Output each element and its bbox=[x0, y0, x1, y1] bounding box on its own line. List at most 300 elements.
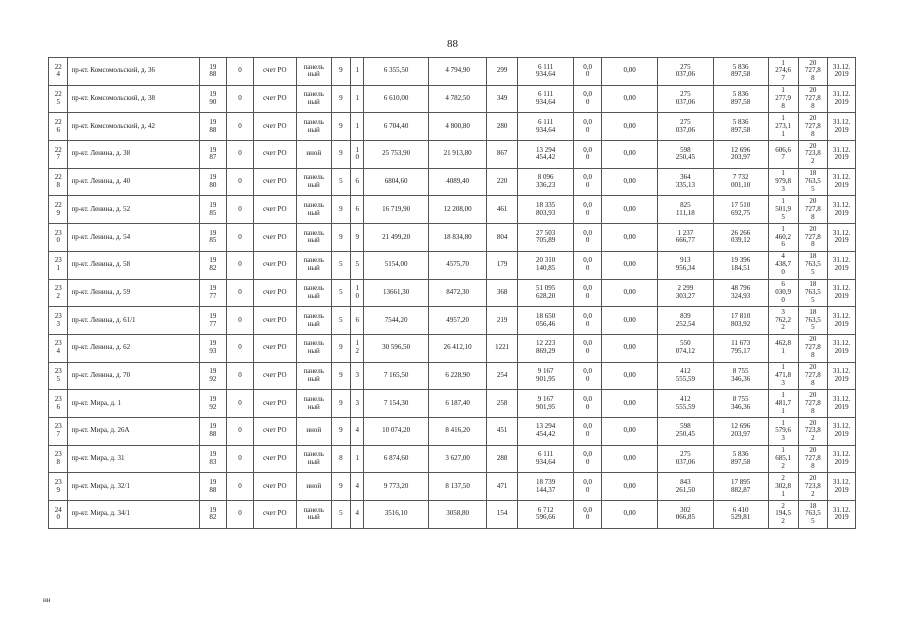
cell-address: пр-кт. Ленина, д. 58 bbox=[68, 251, 199, 279]
cell-entrances: 1 bbox=[351, 445, 364, 473]
cell-unit-cost: 1 579,6 3 bbox=[768, 417, 798, 445]
cell-cost-share-b: 0,00 bbox=[601, 417, 657, 445]
cell-cost-share-a: 0,0 0 bbox=[574, 362, 602, 390]
cell-year-built: 19 88 bbox=[199, 417, 227, 445]
cell-year-commissioned: 0 bbox=[227, 390, 254, 418]
cell-unit-cost: 1 501,9 5 bbox=[768, 196, 798, 224]
table-row bbox=[49, 279, 856, 307]
cell-total-area: 6 355,50 bbox=[364, 58, 429, 86]
cell-cost-share-a: 0,0 0 bbox=[574, 279, 602, 307]
cell-residents: 804 bbox=[487, 224, 518, 252]
cell-floors: 5 bbox=[331, 279, 350, 307]
cell-year-built: 19 82 bbox=[199, 251, 227, 279]
cell-floors: 9 bbox=[331, 417, 350, 445]
cell-total-area: 5154,00 bbox=[364, 251, 429, 279]
cell-max-unit-cost: 20 727,8 8 bbox=[798, 334, 828, 362]
cell-completion-date: 31.12. 2019 bbox=[828, 362, 856, 390]
cell-residents: 368 bbox=[487, 279, 518, 307]
cell-residents: 219 bbox=[487, 307, 518, 335]
cell-total-cost: 6 712 596,66 bbox=[517, 501, 573, 529]
cell-max-unit-cost: 18 763,5 5 bbox=[798, 251, 828, 279]
cell-unit-cost: 1 979,8 3 bbox=[768, 168, 798, 196]
cell-max-unit-cost: 20 727,8 8 bbox=[798, 85, 828, 113]
cell-cost-share-b: 0,00 bbox=[601, 362, 657, 390]
cell-cost-share-b: 0,00 bbox=[601, 196, 657, 224]
cell-fund-cost: 839 252,54 bbox=[658, 307, 713, 335]
cell-fund-method: счет РО bbox=[253, 224, 296, 252]
table-row bbox=[49, 224, 856, 252]
cell-fund-cost: 275 037,06 bbox=[658, 445, 713, 473]
cell-fund-method: счет РО bbox=[253, 141, 296, 169]
cell-residents: 154 bbox=[487, 501, 518, 529]
cell-living-area: 6 187,40 bbox=[428, 390, 486, 418]
cell-floors: 9 bbox=[331, 334, 350, 362]
cell-total-cost: 18 335 803,93 bbox=[517, 196, 573, 224]
cell-cost-share-b: 0,00 bbox=[601, 58, 657, 86]
cell-other-cost: 5 836 897,58 bbox=[713, 445, 768, 473]
cell-unit-cost: 6 030,9 0 bbox=[768, 279, 798, 307]
cell-fund-cost: 275 037,06 bbox=[658, 85, 713, 113]
cell-total-cost: 6 111 934,64 bbox=[517, 58, 573, 86]
cell-row-number: 22 8 bbox=[49, 168, 68, 196]
cell-floors: 5 bbox=[331, 501, 350, 529]
table-row bbox=[49, 196, 856, 224]
cell-residents: 258 bbox=[487, 390, 518, 418]
table-row bbox=[49, 390, 856, 418]
cell-max-unit-cost: 20 727,8 8 bbox=[798, 390, 828, 418]
cell-wall-material: панель ный bbox=[296, 224, 331, 252]
cell-fund-method: счет РО bbox=[253, 445, 296, 473]
cell-year-commissioned: 0 bbox=[227, 58, 254, 86]
cell-total-cost: 51 095 628,20 bbox=[517, 279, 573, 307]
cell-address: пр-кт. Ленина, д. 59 bbox=[68, 279, 199, 307]
cell-unit-cost: 2 194,5 2 bbox=[768, 501, 798, 529]
cell-floors: 5 bbox=[331, 307, 350, 335]
cell-fund-cost: 275 037,06 bbox=[658, 113, 713, 141]
cell-cost-share-a: 0,0 0 bbox=[574, 168, 602, 196]
cell-living-area: 4 794,90 bbox=[428, 58, 486, 86]
cell-completion-date: 31.12. 2019 bbox=[828, 224, 856, 252]
table-row bbox=[49, 307, 856, 335]
cell-living-area: 4575,70 bbox=[428, 251, 486, 279]
cell-wall-material: иной bbox=[296, 417, 331, 445]
cell-floors: 9 bbox=[331, 58, 350, 86]
cell-cost-share-a: 0,0 0 bbox=[574, 141, 602, 169]
table-row bbox=[49, 168, 856, 196]
cell-entrances: 1 bbox=[351, 58, 364, 86]
cell-cost-share-b: 0,00 bbox=[601, 224, 657, 252]
cell-row-number: 22 4 bbox=[49, 58, 68, 86]
cell-wall-material: иной bbox=[296, 141, 331, 169]
cell-other-cost: 6 410 529,81 bbox=[713, 501, 768, 529]
cell-entrances: 6 bbox=[351, 168, 364, 196]
cell-residents: 299 bbox=[487, 58, 518, 86]
cell-total-cost: 12 223 869,29 bbox=[517, 334, 573, 362]
cell-max-unit-cost: 18 763,5 5 bbox=[798, 279, 828, 307]
cell-fund-cost: 2 299 303,27 bbox=[658, 279, 713, 307]
cell-fund-method: счет РО bbox=[253, 168, 296, 196]
cell-total-area: 6 874,60 bbox=[364, 445, 429, 473]
cell-row-number: 23 9 bbox=[49, 473, 68, 501]
cell-fund-method: счет РО bbox=[253, 307, 296, 335]
cell-wall-material: панель ный bbox=[296, 334, 331, 362]
cell-row-number: 23 6 bbox=[49, 390, 68, 418]
cell-year-built: 19 92 bbox=[199, 362, 227, 390]
cell-total-area: 7 165,50 bbox=[364, 362, 429, 390]
cell-fund-cost: 412 555,59 bbox=[658, 390, 713, 418]
cell-total-cost: 6 111 934,64 bbox=[517, 85, 573, 113]
cell-entrances: 1 2 bbox=[351, 334, 364, 362]
cell-other-cost: 8 755 346,36 bbox=[713, 362, 768, 390]
cell-residents: 280 bbox=[487, 113, 518, 141]
table-row bbox=[49, 141, 856, 169]
cell-cost-share-a: 0,0 0 bbox=[574, 390, 602, 418]
cell-fund-cost: 364 335,13 bbox=[658, 168, 713, 196]
cell-fund-method: счет РО bbox=[253, 390, 296, 418]
cell-wall-material: панель ный bbox=[296, 85, 331, 113]
cell-year-commissioned: 0 bbox=[227, 445, 254, 473]
cell-year-built: 19 92 bbox=[199, 390, 227, 418]
cell-total-cost: 13 294 454,42 bbox=[517, 417, 573, 445]
cell-living-area: 4 782,50 bbox=[428, 85, 486, 113]
cell-cost-share-b: 0,00 bbox=[601, 168, 657, 196]
cell-wall-material: панель ный bbox=[296, 307, 331, 335]
cell-other-cost: 17 510 692,75 bbox=[713, 196, 768, 224]
cell-fund-method: счет РО bbox=[253, 473, 296, 501]
cell-year-built: 19 90 bbox=[199, 85, 227, 113]
cell-cost-share-a: 0,0 0 bbox=[574, 417, 602, 445]
cell-year-built: 19 83 bbox=[199, 445, 227, 473]
cell-fund-method: счет РО bbox=[253, 362, 296, 390]
cell-row-number: 23 8 bbox=[49, 445, 68, 473]
cell-year-commissioned: 0 bbox=[227, 113, 254, 141]
page-number: 88 bbox=[447, 38, 458, 50]
cell-total-area: 6 610,00 bbox=[364, 85, 429, 113]
cell-max-unit-cost: 18 763,5 5 bbox=[798, 307, 828, 335]
cell-year-built: 19 88 bbox=[199, 113, 227, 141]
cell-address: пр-кт. Ленина, д. 70 bbox=[68, 362, 199, 390]
cell-living-area: 4089,40 bbox=[428, 168, 486, 196]
cell-year-commissioned: 0 bbox=[227, 85, 254, 113]
cell-other-cost: 17 895 882,87 bbox=[713, 473, 768, 501]
table-row bbox=[49, 85, 856, 113]
cell-address: пр-кт. Ленина, д. 61/1 bbox=[68, 307, 199, 335]
cell-cost-share-a: 0,0 0 bbox=[574, 251, 602, 279]
cell-fund-method: счет РО bbox=[253, 334, 296, 362]
cell-total-cost: 20 310 140,85 bbox=[517, 251, 573, 279]
cell-total-area: 16 719,90 bbox=[364, 196, 429, 224]
cell-year-commissioned: 0 bbox=[227, 279, 254, 307]
cell-cost-share-b: 0,00 bbox=[601, 85, 657, 113]
cell-address: пр-кт. Мира, д. 1 bbox=[68, 390, 199, 418]
cell-other-cost: 26 266 039,12 bbox=[713, 224, 768, 252]
cell-cost-share-b: 0,00 bbox=[601, 141, 657, 169]
cell-entrances: 6 bbox=[351, 307, 364, 335]
cell-entrances: 4 bbox=[351, 501, 364, 529]
cell-cost-share-b: 0,00 bbox=[601, 113, 657, 141]
cell-entrances: 3 bbox=[351, 390, 364, 418]
cell-address: пр-кт. Ленина, д. 38 bbox=[68, 141, 199, 169]
cell-cost-share-a: 0,0 0 bbox=[574, 196, 602, 224]
cell-year-commissioned: 0 bbox=[227, 251, 254, 279]
cell-wall-material: панель ный bbox=[296, 196, 331, 224]
cell-fund-cost: 825 111,18 bbox=[658, 196, 713, 224]
cell-max-unit-cost: 18 763,5 5 bbox=[798, 168, 828, 196]
housing-repair-table bbox=[48, 57, 856, 529]
cell-row-number: 22 9 bbox=[49, 196, 68, 224]
cell-residents: 471 bbox=[487, 473, 518, 501]
cell-address: пр-кт. Мира, д. 32/1 bbox=[68, 473, 199, 501]
cell-year-commissioned: 0 bbox=[227, 473, 254, 501]
cell-wall-material: панель ный bbox=[296, 390, 331, 418]
cell-entrances: 4 bbox=[351, 473, 364, 501]
cell-fund-method: счет РО bbox=[253, 279, 296, 307]
cell-other-cost: 8 755 346,36 bbox=[713, 390, 768, 418]
cell-completion-date: 31.12. 2019 bbox=[828, 445, 856, 473]
cell-cost-share-b: 0,00 bbox=[601, 445, 657, 473]
cell-row-number: 23 2 bbox=[49, 279, 68, 307]
cell-floors: 5 bbox=[331, 251, 350, 279]
cell-fund-cost: 302 066,85 bbox=[658, 501, 713, 529]
cell-fund-cost: 275 037,06 bbox=[658, 58, 713, 86]
cell-floors: 9 bbox=[331, 196, 350, 224]
cell-cost-share-a: 0,0 0 bbox=[574, 58, 602, 86]
cell-unit-cost: 606,6 7 bbox=[768, 141, 798, 169]
cell-address: пр-кт. Комсомольский, д. 38 bbox=[68, 85, 199, 113]
cell-entrances: 6 bbox=[351, 196, 364, 224]
cell-max-unit-cost: 20 723,8 2 bbox=[798, 473, 828, 501]
cell-cost-share-b: 0,00 bbox=[601, 307, 657, 335]
cell-max-unit-cost: 20 723,8 2 bbox=[798, 417, 828, 445]
cell-wall-material: панель ный bbox=[296, 113, 331, 141]
cell-total-cost: 9 167 901,95 bbox=[517, 390, 573, 418]
cell-completion-date: 31.12. 2019 bbox=[828, 113, 856, 141]
cell-year-built: 19 87 bbox=[199, 141, 227, 169]
cell-address: пр-кт. Мира, д. 26А bbox=[68, 417, 199, 445]
cell-residents: 220 bbox=[487, 168, 518, 196]
cell-fund-method: счет РО bbox=[253, 196, 296, 224]
cell-floors: 9 bbox=[331, 141, 350, 169]
cell-year-commissioned: 0 bbox=[227, 196, 254, 224]
cell-max-unit-cost: 20 727,8 8 bbox=[798, 445, 828, 473]
cell-completion-date: 31.12. 2019 bbox=[828, 168, 856, 196]
cell-address: пр-кт. Ленина, д. 40 bbox=[68, 168, 199, 196]
cell-completion-date: 31.12. 2019 bbox=[828, 279, 856, 307]
cell-row-number: 23 4 bbox=[49, 334, 68, 362]
cell-other-cost: 5 836 897,58 bbox=[713, 58, 768, 86]
cell-year-built: 19 77 bbox=[199, 307, 227, 335]
cell-unit-cost: 1 277,9 8 bbox=[768, 85, 798, 113]
table-row bbox=[49, 334, 856, 362]
cell-completion-date: 31.12. 2019 bbox=[828, 58, 856, 86]
cell-unit-cost: 1 273,1 1 bbox=[768, 113, 798, 141]
footer-mark: нн bbox=[43, 596, 51, 604]
cell-row-number: 23 1 bbox=[49, 251, 68, 279]
cell-year-built: 19 80 bbox=[199, 168, 227, 196]
cell-cost-share-b: 0,00 bbox=[601, 251, 657, 279]
table-row bbox=[49, 362, 856, 390]
cell-other-cost: 19 396 184,51 bbox=[713, 251, 768, 279]
cell-year-commissioned: 0 bbox=[227, 501, 254, 529]
cell-cost-share-b: 0,00 bbox=[601, 279, 657, 307]
cell-fund-method: счет РО bbox=[253, 85, 296, 113]
cell-address: пр-кт. Комсомольский, д. 36 bbox=[68, 58, 199, 86]
cell-cost-share-a: 0,0 0 bbox=[574, 224, 602, 252]
cell-other-cost: 48 796 324,93 bbox=[713, 279, 768, 307]
cell-total-cost: 18 650 056,46 bbox=[517, 307, 573, 335]
cell-completion-date: 31.12. 2019 bbox=[828, 85, 856, 113]
cell-fund-cost: 598 250,45 bbox=[658, 417, 713, 445]
cell-total-cost: 6 111 934,64 bbox=[517, 113, 573, 141]
cell-cost-share-b: 0,00 bbox=[601, 390, 657, 418]
table-row bbox=[49, 473, 856, 501]
cell-year-built: 19 77 bbox=[199, 279, 227, 307]
cell-total-cost: 27 503 705,89 bbox=[517, 224, 573, 252]
cell-wall-material: панель ный bbox=[296, 362, 331, 390]
cell-total-area: 6804,60 bbox=[364, 168, 429, 196]
cell-other-cost: 17 810 803,92 bbox=[713, 307, 768, 335]
cell-unit-cost: 462,8 1 bbox=[768, 334, 798, 362]
cell-floors: 9 bbox=[331, 473, 350, 501]
cell-residents: 461 bbox=[487, 196, 518, 224]
table-row bbox=[49, 251, 856, 279]
cell-unit-cost: 1 274,6 7 bbox=[768, 58, 798, 86]
cell-entrances: 1 bbox=[351, 113, 364, 141]
cell-year-commissioned: 0 bbox=[227, 168, 254, 196]
cell-fund-method: счет РО bbox=[253, 113, 296, 141]
cell-cost-share-a: 0,0 0 bbox=[574, 445, 602, 473]
cell-fund-method: счет РО bbox=[253, 417, 296, 445]
cell-year-built: 19 93 bbox=[199, 334, 227, 362]
cell-year-built: 19 85 bbox=[199, 224, 227, 252]
cell-floors: 9 bbox=[331, 85, 350, 113]
cell-max-unit-cost: 20 723,8 2 bbox=[798, 141, 828, 169]
cell-wall-material: панель ный bbox=[296, 58, 331, 86]
cell-total-cost: 13 294 454,42 bbox=[517, 141, 573, 169]
cell-other-cost: 11 673 795,17 bbox=[713, 334, 768, 362]
cell-residents: 254 bbox=[487, 362, 518, 390]
cell-row-number: 22 7 bbox=[49, 141, 68, 169]
cell-year-commissioned: 0 bbox=[227, 307, 254, 335]
cell-fund-cost: 550 074,12 bbox=[658, 334, 713, 362]
cell-cost-share-b: 0,00 bbox=[601, 501, 657, 529]
cell-living-area: 12 208,00 bbox=[428, 196, 486, 224]
cell-living-area: 8472,30 bbox=[428, 279, 486, 307]
cell-wall-material: панель ный bbox=[296, 501, 331, 529]
cell-total-area: 6 704,40 bbox=[364, 113, 429, 141]
cell-fund-cost: 913 956,34 bbox=[658, 251, 713, 279]
cell-row-number: 23 7 bbox=[49, 417, 68, 445]
cell-living-area: 3 627,00 bbox=[428, 445, 486, 473]
cell-address: пр-кт. Комсомольский, д. 42 bbox=[68, 113, 199, 141]
cell-floors: 9 bbox=[331, 390, 350, 418]
cell-floors: 9 bbox=[331, 224, 350, 252]
cell-unit-cost: 1 481,7 1 bbox=[768, 390, 798, 418]
cell-year-built: 19 82 bbox=[199, 501, 227, 529]
cell-cost-share-a: 0,0 0 bbox=[574, 113, 602, 141]
cell-unit-cost: 2 302,8 1 bbox=[768, 473, 798, 501]
cell-living-area: 8 416,20 bbox=[428, 417, 486, 445]
cell-total-cost: 8 096 336,23 bbox=[517, 168, 573, 196]
cell-unit-cost: 3 762,2 2 bbox=[768, 307, 798, 335]
cell-living-area: 26 412,10 bbox=[428, 334, 486, 362]
cell-max-unit-cost: 20 727,8 8 bbox=[798, 58, 828, 86]
cell-unit-cost: 4 438,7 0 bbox=[768, 251, 798, 279]
cell-entrances: 1 0 bbox=[351, 141, 364, 169]
cell-total-area: 7 154,30 bbox=[364, 390, 429, 418]
cell-other-cost: 5 836 897,58 bbox=[713, 113, 768, 141]
cell-total-cost: 18 739 144,37 bbox=[517, 473, 573, 501]
cell-other-cost: 12 696 203,97 bbox=[713, 417, 768, 445]
cell-address: пр-кт. Ленина, д. 52 bbox=[68, 196, 199, 224]
cell-living-area: 3058,80 bbox=[428, 501, 486, 529]
table-row bbox=[49, 58, 856, 86]
cell-max-unit-cost: 20 727,8 8 bbox=[798, 362, 828, 390]
cell-completion-date: 31.12. 2019 bbox=[828, 196, 856, 224]
cell-cost-share-a: 0,0 0 bbox=[574, 85, 602, 113]
cell-total-cost: 6 111 934,64 bbox=[517, 445, 573, 473]
cell-year-commissioned: 0 bbox=[227, 334, 254, 362]
cell-max-unit-cost: 20 727,8 8 bbox=[798, 196, 828, 224]
cell-floors: 8 bbox=[331, 445, 350, 473]
cell-row-number: 22 6 bbox=[49, 113, 68, 141]
cell-fund-cost: 412 555,59 bbox=[658, 362, 713, 390]
cell-living-area: 21 913,80 bbox=[428, 141, 486, 169]
cell-entrances: 1 bbox=[351, 85, 364, 113]
cell-fund-method: счет РО bbox=[253, 58, 296, 86]
cell-year-built: 19 85 bbox=[199, 196, 227, 224]
cell-total-area: 25 753,90 bbox=[364, 141, 429, 169]
cell-residents: 867 bbox=[487, 141, 518, 169]
cell-completion-date: 31.12. 2019 bbox=[828, 473, 856, 501]
cell-total-cost: 9 167 901,95 bbox=[517, 362, 573, 390]
cell-living-area: 4957,20 bbox=[428, 307, 486, 335]
cell-floors: 5 bbox=[331, 168, 350, 196]
cell-address: пр-кт. Ленина, д. 62 bbox=[68, 334, 199, 362]
cell-total-area: 10 074,20 bbox=[364, 417, 429, 445]
cell-completion-date: 31.12. 2019 bbox=[828, 501, 856, 529]
cell-max-unit-cost: 18 763,5 5 bbox=[798, 501, 828, 529]
table-row bbox=[49, 501, 856, 529]
cell-entrances: 3 bbox=[351, 362, 364, 390]
cell-wall-material: панель ный bbox=[296, 445, 331, 473]
cell-total-area: 3516,10 bbox=[364, 501, 429, 529]
cell-total-area: 30 596,50 bbox=[364, 334, 429, 362]
cell-entrances: 1 0 bbox=[351, 279, 364, 307]
cell-entrances: 5 bbox=[351, 251, 364, 279]
cell-total-area: 7544,20 bbox=[364, 307, 429, 335]
cell-total-area: 9 773,20 bbox=[364, 473, 429, 501]
cell-cost-share-b: 0,00 bbox=[601, 334, 657, 362]
cell-living-area: 8 137,50 bbox=[428, 473, 486, 501]
cell-cost-share-a: 0,0 0 bbox=[574, 307, 602, 335]
cell-row-number: 22 5 bbox=[49, 85, 68, 113]
cell-other-cost: 12 696 203,97 bbox=[713, 141, 768, 169]
cell-residents: 451 bbox=[487, 417, 518, 445]
cell-completion-date: 31.12. 2019 bbox=[828, 141, 856, 169]
cell-year-commissioned: 0 bbox=[227, 362, 254, 390]
cell-cost-share-b: 0,00 bbox=[601, 473, 657, 501]
cell-address: пр-кт. Мира, д. 31 bbox=[68, 445, 199, 473]
cell-fund-method: счет РО bbox=[253, 251, 296, 279]
cell-year-built: 19 88 bbox=[199, 58, 227, 86]
cell-total-area: 21 499,20 bbox=[364, 224, 429, 252]
cell-max-unit-cost: 20 727,8 8 bbox=[798, 113, 828, 141]
cell-cost-share-a: 0,0 0 bbox=[574, 501, 602, 529]
cell-total-area: 13661,30 bbox=[364, 279, 429, 307]
cell-floors: 9 bbox=[331, 362, 350, 390]
cell-year-built: 19 88 bbox=[199, 473, 227, 501]
